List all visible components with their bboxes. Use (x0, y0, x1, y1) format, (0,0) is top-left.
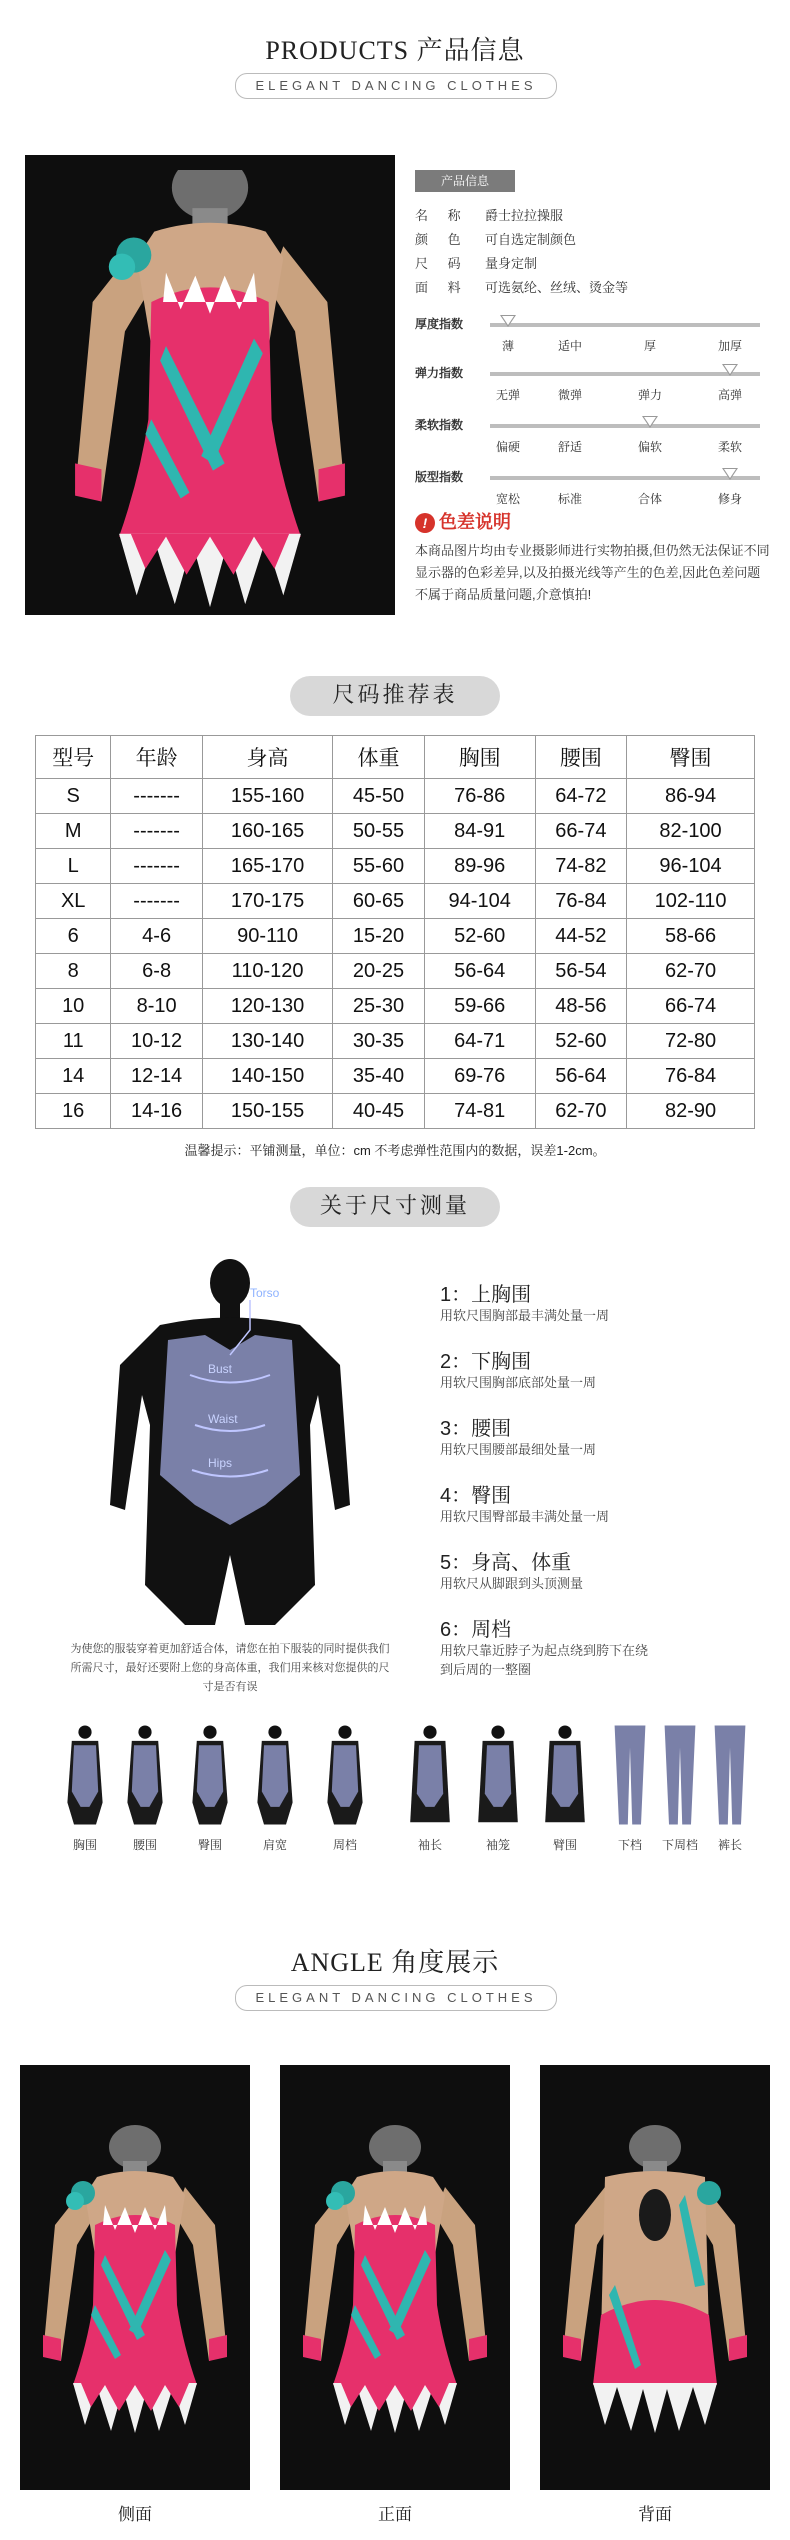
products-title: PRODUCTS 产品信息 (265, 36, 525, 65)
table-cell: 11 (36, 1024, 111, 1059)
angle-photo-front (280, 2065, 510, 2490)
scale-option: 偏软 (637, 440, 662, 454)
table-cell: 82-100 (627, 814, 755, 849)
measure-figure-icon (543, 1725, 587, 1825)
table-cell: 6 (36, 919, 111, 954)
table-cell: 165-170 (202, 849, 332, 884)
table-row (36, 989, 755, 1024)
table-cell: 15-20 (333, 919, 424, 954)
product-photo (25, 155, 395, 615)
table-cell: 16 (36, 1094, 111, 1129)
scale-label: 版型指数 (415, 470, 464, 484)
table-header-row (36, 736, 755, 779)
products-subtitle: ELEGANT DANCING CLOTHES (235, 73, 557, 99)
label-bust: Bust (208, 1362, 233, 1376)
scale-option: 舒适 (557, 440, 582, 454)
leotard-image (25, 155, 395, 615)
scale-option: 厚 (643, 339, 656, 353)
angle-subtitle: ELEGANT DANCING CLOTHES (235, 1985, 557, 2011)
table-cell: 110-120 (202, 954, 332, 989)
measure-figure-icon (323, 1725, 367, 1825)
scale-option: 柔软 (717, 440, 742, 454)
label-torso: Torso (250, 1286, 280, 1300)
scale-option: 修身 (717, 492, 742, 506)
angle-caption-side: 侧面 (118, 2505, 152, 2524)
measure-figure-caption: 裤长 (717, 1838, 742, 1852)
scale-option: 微弹 (557, 388, 582, 402)
table-cell: 62-70 (535, 1094, 626, 1129)
info-row-name: 名 称 爵士拉拉操服 (415, 208, 564, 223)
scale-track (490, 323, 760, 327)
table-cell: 74-81 (424, 1094, 535, 1129)
table-cell: 150-155 (202, 1094, 332, 1129)
table-cell: 12-14 (111, 1059, 202, 1094)
table-cell: 25-30 (333, 989, 424, 1024)
table-cell: 62-70 (627, 954, 755, 989)
info-header: 产品信息 (415, 170, 515, 192)
table-cell: 140-150 (202, 1059, 332, 1094)
scale-option: 标准 (557, 492, 582, 506)
table-cell: 86-94 (627, 779, 755, 814)
info-row-size: 尺 码 量身定制 (415, 256, 538, 271)
measure-figure-caption: 腰围 (132, 1838, 157, 1852)
table-cell: 76-84 (535, 884, 626, 919)
table-cell: 48-56 (535, 989, 626, 1024)
table-cell: 96-104 (627, 849, 755, 884)
measure-figure-caption: 袖长 (417, 1838, 442, 1852)
table-cell: 35-40 (333, 1059, 424, 1094)
angle-caption-front: 正面 (378, 2505, 412, 2524)
table-cell: 76-86 (424, 779, 535, 814)
scale-track (490, 424, 760, 428)
measure-title-5: 5：身高、体重 (440, 1552, 572, 1574)
measure-desc-3: 用软尺围腰部最细处量一周 (440, 1442, 597, 1457)
table-cell: 52-60 (424, 919, 535, 954)
table-cell: ------- (111, 814, 202, 849)
table-cell: 45-50 (333, 779, 424, 814)
table-cell: 60-65 (333, 884, 424, 919)
table-cell: 155-160 (202, 779, 332, 814)
measure-figure-icon (708, 1725, 752, 1825)
table-cell: 4-6 (111, 919, 202, 954)
table-cell: 59-66 (424, 989, 535, 1024)
table-cell: 90-110 (202, 919, 332, 954)
measure-desc-1: 用软尺围胸部最丰满处量一周 (440, 1308, 610, 1323)
size-table (35, 735, 755, 1129)
measure-title-2: 2：下胸围 (440, 1351, 532, 1373)
table-cell: 89-96 (424, 849, 535, 884)
table-row (36, 1094, 755, 1129)
color-difference-text: 本商品图片均由专业摄影师进行实物拍摄,但仍然无法保证不同显示器的色彩差异,以及拍摄光线等产生的色差,因此色差问题不属于商品质量问题,介意慎拍! (415, 543, 770, 602)
table-cell: 160-165 (202, 814, 332, 849)
table-row (36, 1024, 755, 1059)
measure-figure-icon (123, 1725, 167, 1825)
info-row-color: 颜 色 可自选定制颜色 (415, 232, 577, 247)
header-weight: 体重 (333, 736, 424, 779)
table-cell: 64-72 (535, 779, 626, 814)
table-row (36, 779, 755, 814)
table-cell: 10 (36, 989, 111, 1024)
measure-figure-caption: 下周档 (661, 1838, 698, 1852)
scale-option: 适中 (557, 339, 582, 353)
header-hips: 臀围 (627, 736, 755, 779)
table-cell: 102-110 (627, 884, 755, 919)
table-cell: 82-90 (627, 1094, 755, 1129)
angle-photo-back (540, 2065, 770, 2490)
measure-title-3: 3：腰围 (440, 1418, 512, 1440)
measure-title-4: 4：臀围 (440, 1485, 512, 1507)
header-height: 身高 (202, 736, 332, 779)
measurement-title: 关于尺寸测量 (290, 1187, 500, 1227)
table-cell: ------- (111, 884, 202, 919)
measure-figure-icon (658, 1725, 702, 1825)
table-cell: 120-130 (202, 989, 332, 1024)
angle-photo-side (20, 2065, 250, 2490)
measure-figure-caption: 下档 (617, 1838, 642, 1852)
table-cell: 8-10 (111, 989, 202, 1024)
table-cell: 40-45 (333, 1094, 424, 1129)
table-cell: 56-64 (535, 1059, 626, 1094)
table-cell: 66-74 (535, 814, 626, 849)
table-cell: 74-82 (535, 849, 626, 884)
table-cell: 6-8 (111, 954, 202, 989)
table-cell: 14 (36, 1059, 111, 1094)
measure-desc-5: 用软尺从脚跟到头顶测量 (440, 1576, 584, 1591)
table-cell: ------- (111, 849, 202, 884)
table-cell: 20-25 (333, 954, 424, 989)
table-row (36, 919, 755, 954)
scale-option: 合体 (637, 492, 662, 506)
table-cell: 10-12 (111, 1024, 202, 1059)
label-waist: Waist (208, 1412, 238, 1426)
table-cell: 30-35 (333, 1024, 424, 1059)
table-cell: 130-140 (202, 1024, 332, 1059)
scale-option: 加厚 (717, 339, 742, 353)
color-difference-title: ! 色差说明 (415, 508, 511, 534)
scale-option: 宽松 (495, 492, 520, 506)
measure-title-6: 6：周档 (440, 1619, 512, 1641)
size-chart-title: 尺码推荐表 (290, 676, 500, 716)
scale-label: 厚度指数 (415, 317, 464, 331)
table-cell: L (36, 849, 111, 884)
table-cell: XL (36, 884, 111, 919)
table-cell: 66-74 (627, 989, 755, 1024)
measure-figure-caption: 胸围 (72, 1838, 97, 1852)
angle-caption-back: 背面 (638, 2505, 672, 2524)
table-row (36, 814, 755, 849)
scale-option: 偏硬 (495, 440, 520, 454)
scale-option: 高弹 (717, 388, 742, 402)
measure-figure-caption: 臀围 (197, 1838, 222, 1852)
table-cell: 94-104 (424, 884, 535, 919)
scale-track (490, 476, 760, 480)
table-cell: ------- (111, 779, 202, 814)
header-model: 型号 (36, 736, 111, 779)
table-cell: 52-60 (535, 1024, 626, 1059)
measure-figure-icon (408, 1725, 452, 1825)
table-row (36, 954, 755, 989)
table-cell: 8 (36, 954, 111, 989)
measure-figure-icon (476, 1725, 520, 1825)
table-cell: S (36, 779, 111, 814)
scale-label: 弹力指数 (415, 366, 464, 380)
measurement-tip: 温馨提示：平铺测量，单位：cm 不考虑弹性范围内的数据，误差1-2cm。 (184, 1143, 606, 1158)
measure-figure-icon (253, 1725, 297, 1825)
measure-desc-4: 用软尺围臀部最丰满处量一周 (440, 1509, 610, 1524)
measure-figure-icon (608, 1725, 652, 1825)
measurement-note: 为使您的服装穿着更加舒适合体，请您在拍下服装的同时提供我们所需尺寸，最好还要附上您的身高体重，我们用来核对您提供的尺寸是否有误 (70, 1643, 390, 1693)
table-cell: 55-60 (333, 849, 424, 884)
table-cell: 84-91 (424, 814, 535, 849)
scale-option: 弹力 (637, 388, 662, 402)
header-bust: 胸围 (424, 736, 535, 779)
scale-label: 柔软指数 (415, 418, 464, 432)
measure-figure-caption: 袖笼 (485, 1838, 510, 1852)
measure-figure-caption: 周档 (332, 1838, 357, 1852)
table-cell: 170-175 (202, 884, 332, 919)
measure-desc-2: 用软尺围胸部底部处量一周 (440, 1375, 597, 1390)
table-cell: 56-54 (535, 954, 626, 989)
measure-figure-icon (188, 1725, 232, 1825)
measure-figure-caption: 肩宽 (262, 1838, 287, 1852)
table-cell: 76-84 (627, 1059, 755, 1094)
table-cell: 69-76 (424, 1059, 535, 1094)
table-cell: 50-55 (333, 814, 424, 849)
table-row (36, 884, 755, 919)
measure-title-1: 1：上胸围 (440, 1284, 532, 1306)
header-age: 年龄 (111, 736, 202, 779)
table-row (36, 849, 755, 884)
table-row (36, 1059, 755, 1094)
header-waist: 腰围 (535, 736, 626, 779)
measure-desc-6: 用软尺靠近脖子为起点绕到胯下在绕到后周的一整圈 (440, 1643, 649, 1677)
info-row-fabric: 面 料 可选氨纶、丝绒、烫金等 (415, 280, 629, 295)
table-cell: 56-64 (424, 954, 535, 989)
scale-option: 薄 (501, 339, 514, 353)
table-cell: 64-71 (424, 1024, 535, 1059)
measure-figure-icon (63, 1725, 107, 1825)
table-cell: 44-52 (535, 919, 626, 954)
scale-track (490, 372, 760, 376)
label-hips: Hips (208, 1456, 233, 1470)
body-diagram (100, 1255, 360, 1630)
table-cell: 14-16 (111, 1094, 202, 1129)
measure-figure-caption: 臂围 (552, 1838, 577, 1852)
warning-icon: ! (415, 513, 435, 533)
table-cell: M (36, 814, 111, 849)
scale-option: 无弹 (495, 388, 520, 402)
table-cell: 72-80 (627, 1024, 755, 1059)
angle-title: ANGLE 角度展示 (290, 1948, 500, 1977)
table-cell: 58-66 (627, 919, 755, 954)
